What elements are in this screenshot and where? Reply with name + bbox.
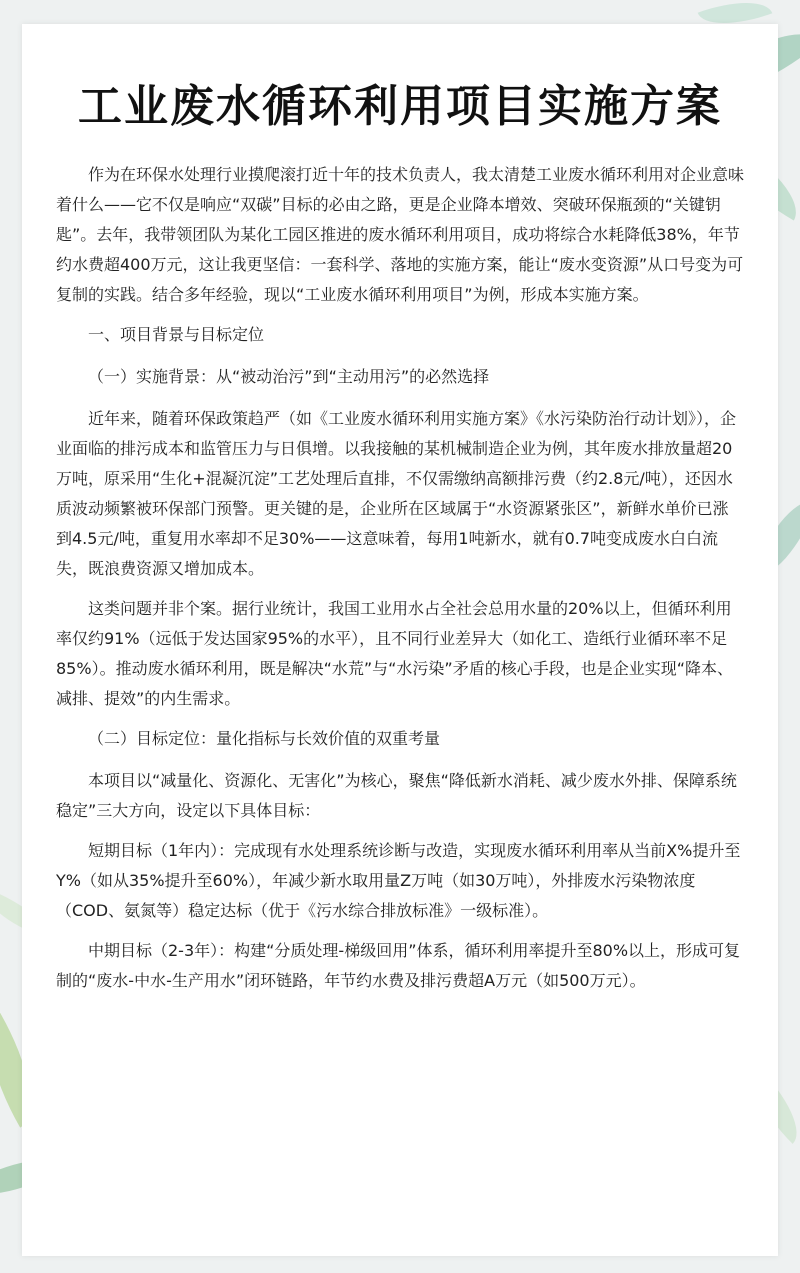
document-page <box>22 24 778 1256</box>
document-body <box>22 146 778 996</box>
short-term-goal-paragraph: 短期目标（1年内）：完成现有水处理系统诊断与改造，实现废水循环利用率从当前X%提升至Y%（如从35%提升至60%），年减少新水取用量Z万吨（如30万吨），外排废水污染物浓度（COD、氨氮等）稳定达标（优于《污水综合排放标准》一级标准）。 <box>56 841 741 920</box>
subsection-heading: （二）目标定位：量化指标与长效价值的双重考量 <box>88 729 441 748</box>
body-paragraph: 近年来，随着环保政策趋严（如《工业废水循环利用实施方案》《水污染防治行动计划》），企业面临的排污成本和监管压力与日俱增。以我接触的某机械制造企业为例，其年废水排放量超20万吨，原采用“生化+混凝沉淀”工艺处理后直排，不仅需缴纳高额排污费（约2.8元/吨），还因水质波动频繁被环保部门预警。更关键的是，企业所在区域属于“水资源紧张区”，新鲜水单价已涨到4.5元/吨，重复用水率却不足30%——这意味着，每用1吨新水，就有0.7吨变成废水白白流失，既浪费资源又增加成本。 <box>56 409 737 578</box>
body-paragraph: 这类问题并非个案。据行业统计，我国工业用水占全社会总用水量的20%以上，但循环利用率仅约91%（远低于发达国家95%的水平），且不同行业差异大（如化工、造纸行业循环率不足85%）。推动废水循环利用，既是解决“水荒”与“水污染”矛盾的核心手段，也是企业实现“降本、减排、提效”的内生需求。 <box>56 599 734 708</box>
mid-term-goal-paragraph: 中期目标（2-3年）：构建“分质处理-梯级回用”体系，循环利用率提升至80%以上，形成可复制的“废水-中水-生产用水”闭环链路，年节约水费及排污费超A万元（如500万元）。 <box>56 941 741 990</box>
intro-paragraph: 作为在环保水处理行业摸爬滚打近十年的技术负责人，我太清楚工业废水循环利用对企业意味着什么——它不仅是响应“双碳”目标的必由之路，更是企业降本增效、突破环保瓶颈的“关键钥匙”。去年，我带领团队为某化工园区推进的废水循环利用项目，成功将综合水耗降低38%，年节约水费超400万元，这让我更坚信：一套科学、落地的实施方案，能让“废水变资源”从口号变为可复制的实践。结合多年经验，现以“工业废水循环利用项目”为例，形成本实施方案。 <box>56 165 745 304</box>
subsection-heading: （一）实施背景：从“被动治污”到“主动用污”的必然选择 <box>88 367 490 386</box>
section-heading: 一、项目背景与目标定位 <box>88 325 265 344</box>
document-title: 工业废水循环利用项目实施方案 <box>78 81 722 132</box>
body-paragraph: 本项目以“减量化、资源化、无害化”为核心，聚焦“降低新水消耗、减少废水外排、保障系统稳定”三大方向，设定以下具体目标： <box>56 771 737 820</box>
